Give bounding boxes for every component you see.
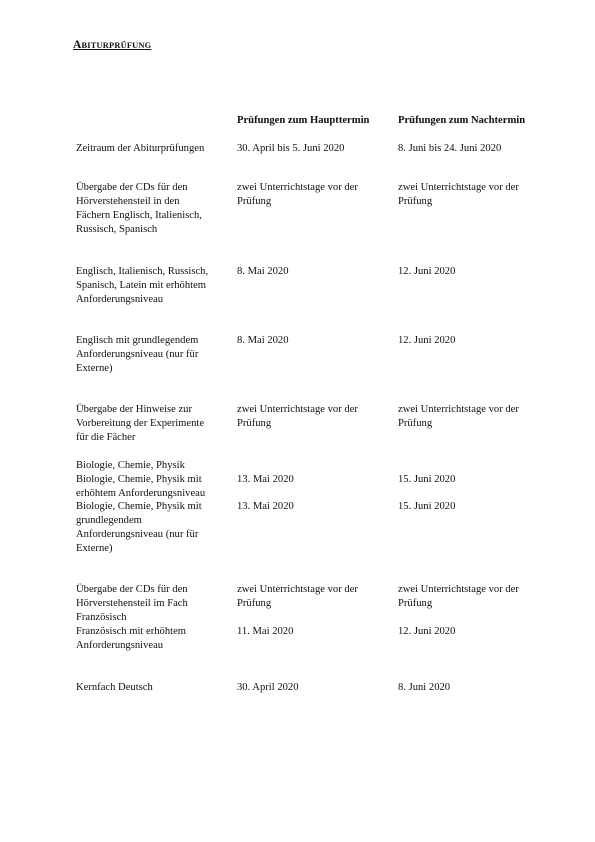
column-header-main-date: Prüfungen zum Haupttermin [237, 115, 370, 126]
cell-text-line: 12. Juni 2020 [398, 626, 456, 637]
column-header-late-date: Prüfungen zum Nachtermin [398, 115, 526, 126]
cell-text-line: zwei Unterrichtstage vor der [237, 404, 358, 415]
cell-text-line: 11. Mai 2020 [237, 626, 294, 637]
late-date-cell [398, 583, 558, 611]
late-date-cell [398, 181, 558, 209]
cell-text-line: Anforderungsniveau [76, 294, 164, 305]
cell-text-line: Prüfung [398, 418, 433, 429]
cell-text-line: 15. Juni 2020 [398, 474, 456, 485]
cell-text-line: zwei Unterrichtstage vor der [398, 182, 519, 193]
cell-text-line: Vorbereitung der Experimente [76, 418, 205, 429]
cell-text-line: Englisch, Italienisch, Russisch, [76, 266, 209, 277]
cell-text-line: 8. Juni bis 24. Juni 2020 [398, 143, 502, 154]
cell-text-line: zwei Unterrichtstage vor der [237, 182, 358, 193]
cell-text-line: erhöhtem Anforderungsniveau [76, 488, 206, 499]
subject-cell [76, 459, 234, 473]
subject-cell [76, 265, 234, 307]
main-date-cell [237, 403, 395, 431]
cell-text-line: Hörverstehensteil in den [76, 196, 180, 207]
late-date-cell [398, 500, 558, 514]
cell-text-line: Prüfung [237, 598, 272, 609]
cell-text-line: 8. Mai 2020 [237, 335, 289, 346]
subject-cell [76, 681, 234, 695]
late-date-cell [398, 334, 558, 348]
main-date-cell [237, 473, 395, 487]
cell-text-line: Externe) [76, 543, 113, 554]
main-date-cell [237, 181, 395, 209]
cell-text-line: Französisch [76, 612, 127, 623]
main-date-cell [237, 500, 395, 514]
cell-text-line: Russisch, Spanisch [76, 224, 158, 235]
page-title-initial: A [73, 39, 82, 51]
cell-text-line: Spanisch, Latein mit erhöhtem [76, 280, 207, 291]
late-date-cell [398, 142, 558, 156]
subject-cell [76, 583, 234, 625]
cell-text-line: 30. April 2020 [237, 682, 299, 693]
cell-text-line: Übergabe der Hinweise zur [76, 404, 192, 415]
late-date-cell [398, 625, 558, 639]
late-date-cell [398, 681, 558, 695]
cell-text-line: Zeitraum der Abiturprüfungen [76, 143, 205, 154]
subject-cell [76, 142, 234, 156]
cell-text-line: Übergabe der CDs für den [76, 584, 188, 595]
cell-text-line: Prüfung [237, 196, 272, 207]
cell-text-line: Externe) [76, 363, 113, 374]
cell-text-line: Fächern Englisch, Italienisch, [76, 210, 202, 221]
main-date-cell [237, 625, 395, 639]
main-date-cell [237, 142, 395, 156]
cell-text-line: Biologie, Chemie, Physik mit [76, 501, 202, 512]
cell-text-line: für die Fächer [76, 432, 136, 443]
main-date-cell [237, 265, 395, 279]
cell-text-line: Hörverstehensteil im Fach [76, 598, 188, 609]
late-date-cell [398, 265, 558, 279]
subject-cell [76, 181, 234, 237]
cell-text-line: grundlegendem [76, 515, 142, 526]
cell-text-line: 30. April bis 5. Juni 2020 [237, 143, 345, 154]
cell-text-line: Kernfach Deutsch [76, 682, 153, 693]
cell-text-line: Prüfung [398, 598, 433, 609]
cell-text-line: zwei Unterrichtstage vor der [237, 584, 358, 595]
cell-text-line: Biologie, Chemie, Physik [76, 460, 185, 471]
cell-text-line: 8. Mai 2020 [237, 266, 289, 277]
late-date-cell [398, 403, 558, 431]
cell-text-line: 12. Juni 2020 [398, 266, 456, 277]
cell-text-line: Übergabe der CDs für den [76, 182, 188, 193]
cell-text-line: Anforderungsniveau (nur für [76, 349, 199, 360]
subject-cell [76, 403, 234, 445]
page-title-rest: BITURPRÜFUNG [81, 41, 152, 50]
cell-text-line: Anforderungsniveau [76, 640, 164, 651]
cell-text-line: Biologie, Chemie, Physik mit [76, 474, 202, 485]
cell-text-line: zwei Unterrichtstage vor der [398, 404, 519, 415]
main-date-cell [237, 334, 395, 348]
subject-cell [76, 334, 234, 376]
page-title [73, 38, 151, 53]
cell-text-line: Französisch mit erhöhtem [76, 626, 187, 637]
cell-text-line: zwei Unterrichtstage vor der [398, 584, 519, 595]
cell-text-line: Anforderungsniveau (nur für [76, 529, 199, 540]
subject-cell [76, 625, 234, 653]
late-date-cell [398, 473, 558, 487]
main-date-cell [237, 583, 395, 611]
cell-text-line: 13. Mai 2020 [237, 474, 294, 485]
cell-text-line: 15. Juni 2020 [398, 501, 456, 512]
main-date-cell [237, 681, 395, 695]
cell-text-line: 12. Juni 2020 [398, 335, 456, 346]
cell-text-line: 8. Juni 2020 [398, 682, 451, 693]
cell-text-line: Englisch mit grundlegendem [76, 335, 199, 346]
cell-text-line: Prüfung [398, 196, 433, 207]
subject-cell [76, 473, 234, 501]
cell-text-line: 13. Mai 2020 [237, 501, 294, 512]
cell-text-line: Prüfung [237, 418, 272, 429]
subject-cell [76, 500, 234, 556]
